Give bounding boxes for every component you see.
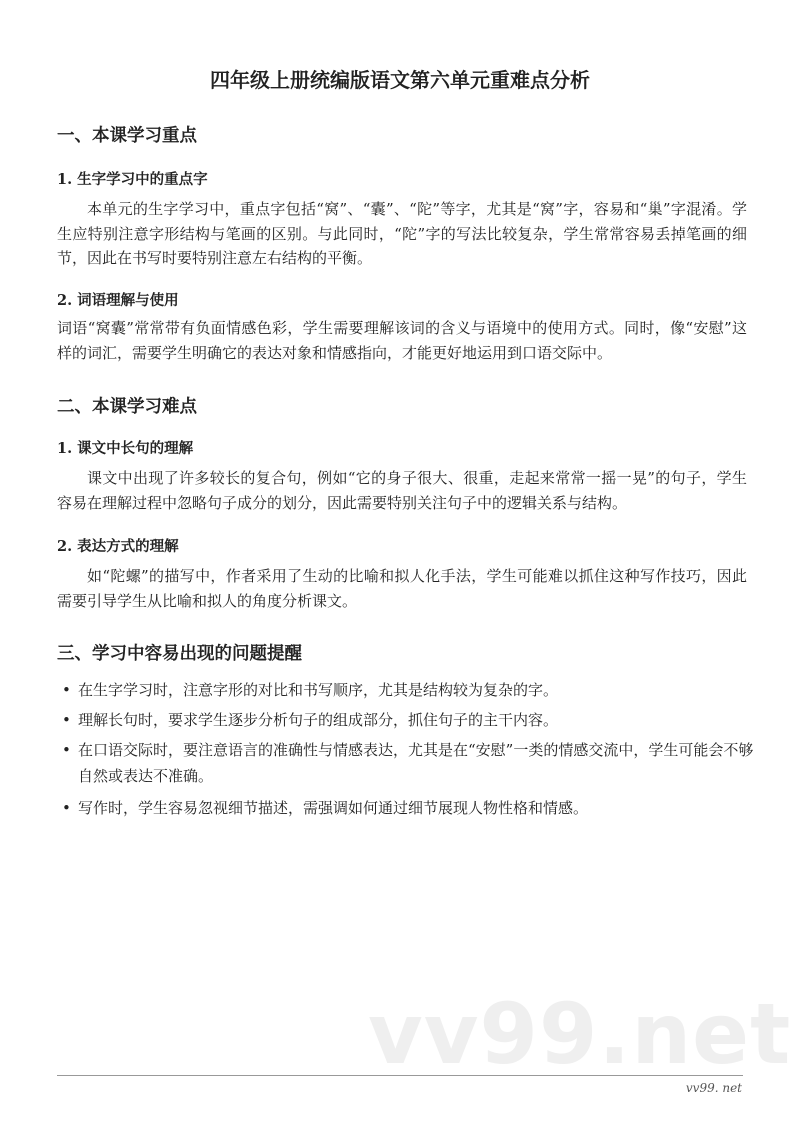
bullet-icon: • xyxy=(62,799,71,817)
subheading-1-2: 2. 词语理解与使用 xyxy=(57,292,179,309)
subheading-1-1: 1. 生字学习中的重点字 xyxy=(57,171,208,188)
footer-site: vv99. net xyxy=(685,1081,742,1095)
footer-divider xyxy=(57,1075,743,1076)
bullet-text: 理解长句时，要求学生逐步分析句子的组成部分，抓住句子的主干内容。 xyxy=(78,711,559,729)
bullet-icon: • xyxy=(62,711,71,729)
bullet-item xyxy=(62,677,758,703)
section-heading-3: 三、学习中容易出现的问题提醒 xyxy=(57,644,302,664)
paragraph-2-1: 课文中出现了许多较长的复合句，例如“它的身子很大、很重，走起来常常一摇一晃”的句子，学生容易在理解过程中忽略句子成分的划分，因此需要特别关注句子中的逻辑关系与结构。 xyxy=(57,469,747,512)
bullet-text: 在生字学习时，注意字形的对比和书写顺序，尤其是结构较为复杂的字。 xyxy=(78,681,559,699)
bullet-icon: • xyxy=(62,681,71,699)
bullet-item xyxy=(62,795,758,821)
section-heading-2: 二、本课学习难点 xyxy=(57,397,197,417)
bullet-item xyxy=(62,737,758,789)
document-title: 四年级上册统编版语文第六单元重难点分析 xyxy=(210,68,590,92)
subheading-2-2: 2. 表达方式的理解 xyxy=(57,538,179,555)
bullet-icon: • xyxy=(62,741,71,759)
paragraph-2-2: 如“陀螺”的描写中，作者采用了生动的比喻和拟人化手法，学生可能难以抓住这种写作技巧，因此需要引导学生从比喻和拟人的角度分析课文。 xyxy=(57,567,747,610)
watermark: vv99.net xyxy=(368,985,792,1083)
paragraph-1-2: 词语“窝囊”常常带有负面情感色彩，学生需要理解该词的含义与语境中的使用方式。同时，像“安慰”这样的词汇，需要学生明确它的表达对象和情感指向，才能更好地运用到口语交际中。 xyxy=(57,319,747,362)
bullet-item xyxy=(62,707,758,733)
bullet-text: 写作时，学生容易忽视细节描述，需强调如何通过细节展现人物性格和情感。 xyxy=(78,799,589,817)
section-heading-1: 一、本课学习重点 xyxy=(57,126,197,146)
subheading-2-1: 1. 课文中长句的理解 xyxy=(57,440,194,457)
paragraph-1-1: 本单元的生字学习中，重点字包括“窝”、“囊”、“陀”等字，尤其是“窝”字，容易和“巢”字混淆。学生应特别注意字形结构与笔画的区别。与此同时，“陀”字的写法比较复杂，学生常常容易丢掉笔画的细节，因此在书写时要特别注意左右结构的平衡。 xyxy=(57,200,747,267)
bullet-text: 在口语交际时，要注意语言的准确性与情感表达，尤其是在“安慰”一类的情感交流中，学生可能会不够自然或表达不准确。 xyxy=(78,741,754,785)
